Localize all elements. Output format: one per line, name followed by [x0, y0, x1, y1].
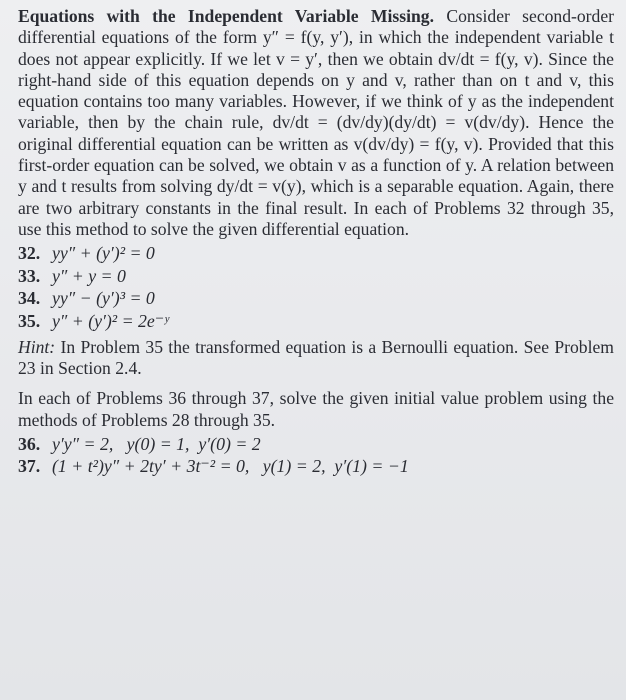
- problem-number: 33.: [18, 265, 41, 286]
- problem-equation: yy″ + (y′)² = 0: [52, 243, 155, 264]
- problem-list-36-37: [18, 433, 614, 478]
- problem-item: [18, 455, 614, 478]
- problem-list-32-35: [18, 242, 614, 332]
- intro-text: Consider second-order differential equations of the form y″ = f(y, y′), in which the independent variable t does not appear explicitly. If we let v = y′, then we obtain dv/dt = f(y, v). Since the right-hand side of this equation depends on y and v, rather than on t and v, this equation contains too many variables. However, if we think of y as the independent variable, then by the chain rule, dv/dt = (dv/dy)(dy/dt) = v(dv/dy). Hence the original differential equation can be written as v(dv/dy) = f(y, v). Provided that this first-order equation can be solved, we obtain v as a function of y. A relation between y and t results from solving dy/dt = v(y), which is a separable equation. Again, there are two arbitrary constants in the final result. In each of Problems 32 through 35, use this method to solve the given differential equation.: [18, 6, 615, 239]
- hint-paragraph: [18, 337, 614, 380]
- problem-equation: (1 + t²)y″ + 2ty′ + 3t⁻² = 0, y(1) = 2, y′(1) = −1: [52, 456, 409, 477]
- problem-number: 35.: [18, 311, 41, 332]
- hint-text: In Problem 35 the transformed equation is a Bernoulli equation. See Problem 23 in Section 2.4.: [18, 336, 614, 378]
- section-title: Equations with the Independent Variable Missing.: [18, 6, 434, 26]
- problem-item: [18, 310, 614, 333]
- problem-equation: yy″ − (y′)³ = 0: [52, 288, 155, 309]
- ivp-intro-paragraph: In each of Problems 36 through 37, solve the given initial value problem using the methods of Problems 28 through 35.: [18, 388, 614, 430]
- problem-item: [18, 265, 614, 288]
- intro-paragraph: [18, 6, 614, 240]
- problem-item: [18, 433, 614, 456]
- problem-item: [18, 287, 614, 310]
- problem-number: 37.: [18, 456, 41, 477]
- problem-equation: y″ + (y′)² = 2e⁻ʸ: [52, 311, 169, 332]
- problem-number: 36.: [18, 433, 41, 454]
- problem-number: 32.: [18, 243, 41, 264]
- problem-equation: y″ + y = 0: [52, 265, 126, 286]
- problem-item: [18, 242, 614, 265]
- problem-number: 34.: [18, 288, 41, 309]
- problem-equation: y′y″ = 2, y(0) = 1, y′(0) = 2: [52, 433, 261, 454]
- hint-label: Hint:: [18, 336, 56, 357]
